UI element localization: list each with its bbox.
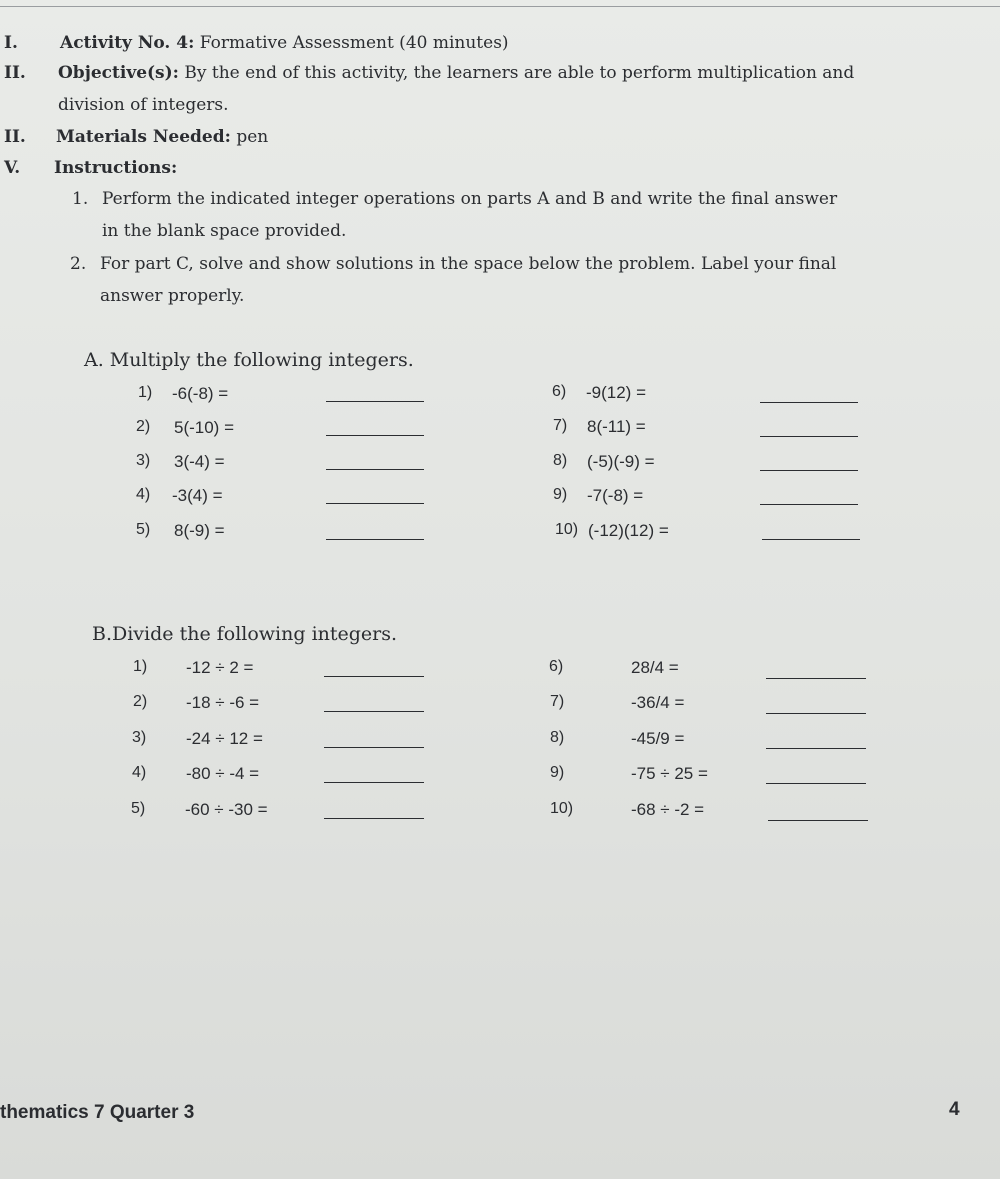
problem-expression: -7(-8) =: [587, 486, 644, 505]
answer-blank[interactable]: [766, 748, 866, 749]
section-numeral: V.: [4, 158, 21, 178]
instructions-heading: [54, 158, 177, 178]
answer-blank[interactable]: [324, 782, 424, 783]
answer-blank[interactable]: [326, 435, 424, 436]
instruction-text: answer properly.: [100, 286, 245, 306]
problem-number: 2): [136, 418, 151, 435]
part-b-title: B.Divide the following integers.: [92, 623, 398, 645]
activity-label: Activity No. 4:: [60, 33, 195, 53]
instruction-number: 1.: [72, 189, 89, 209]
problem-expression: 5(-10) =: [174, 418, 234, 437]
materials-label: Materials Needed:: [56, 127, 231, 147]
problem-expression: -24 ÷ 12 =: [186, 729, 263, 748]
footer-title: thematics 7 Quarter 3: [0, 1102, 195, 1123]
answer-blank[interactable]: [768, 820, 868, 821]
objective-text-line2: division of integers.: [58, 95, 229, 115]
problem-number: 1): [138, 384, 153, 401]
problem-number: 10): [555, 521, 579, 538]
activity-heading: [60, 33, 509, 53]
problem-expression: 8(-11) =: [587, 417, 646, 436]
answer-blank[interactable]: [326, 401, 424, 402]
objective-heading: [58, 63, 854, 83]
answer-blank[interactable]: [762, 539, 860, 540]
problem-expression: -9(12) =: [586, 383, 646, 402]
problem-number: 9): [553, 486, 568, 503]
problem-number: 2): [133, 693, 148, 710]
problem-expression: -6(-8) =: [172, 384, 229, 403]
problem-expression: 8(-9) =: [174, 521, 225, 540]
problem-number: 7): [553, 417, 568, 434]
answer-blank[interactable]: [766, 678, 866, 679]
problem-number: 8): [553, 452, 568, 469]
problem-expression: (-5)(-9) =: [587, 452, 655, 471]
answer-blank[interactable]: [324, 676, 424, 677]
problem-number: 9): [550, 764, 565, 781]
problem-number: 5): [136, 521, 151, 538]
answer-blank[interactable]: [326, 539, 424, 540]
instruction-number: 2.: [70, 254, 87, 274]
activity-text: Formative Assessment (40 minutes): [199, 33, 509, 53]
materials-text: pen: [236, 127, 269, 147]
problem-expression: -18 ÷ -6 =: [186, 693, 260, 712]
instruction-text: in the blank space provided.: [102, 221, 347, 241]
problem-expression: -75 ÷ 25 =: [631, 764, 708, 783]
problem-expression: -3(4) =: [172, 486, 223, 505]
answer-blank[interactable]: [324, 711, 424, 712]
problem-expression: (-12)(12) =: [588, 521, 669, 540]
objective-label: Objective(s):: [58, 63, 179, 83]
problem-number: 8): [550, 729, 565, 746]
page-top-rule: [0, 6, 1000, 7]
section-numeral: I.: [4, 33, 18, 53]
instruction-text: For part C, solve and show solutions in the space below the problem. Label your final: [100, 254, 837, 274]
problem-number: 6): [549, 658, 564, 675]
answer-blank[interactable]: [766, 783, 866, 784]
problem-number: 4): [136, 486, 151, 503]
answer-blank[interactable]: [326, 503, 424, 504]
part-a-title: A. Multiply the following integers.: [84, 349, 414, 371]
problem-expression: -12 ÷ 2 =: [186, 658, 254, 677]
answer-blank[interactable]: [766, 713, 866, 714]
problem-number: 1): [133, 658, 148, 675]
problem-expression: 3(-4) =: [174, 452, 225, 471]
problem-expression: 28/4 =: [631, 658, 679, 677]
section-numeral: II.: [4, 63, 26, 83]
answer-blank[interactable]: [324, 747, 424, 748]
problem-number: 6): [552, 383, 567, 400]
problem-number: 4): [132, 764, 147, 781]
problem-expression: -36/4 =: [631, 693, 685, 712]
objective-text: By the end of this activity, the learners are able to perform multiplication and: [184, 63, 855, 83]
answer-blank[interactable]: [324, 818, 424, 819]
section-numeral: II.: [4, 127, 26, 147]
problem-number: 3): [132, 729, 147, 746]
answer-blank[interactable]: [760, 402, 858, 403]
problem-number: 3): [136, 452, 151, 469]
answer-blank[interactable]: [760, 470, 858, 471]
problem-expression: -60 ÷ -30 =: [185, 800, 268, 819]
problem-expression: -68 ÷ -2 =: [631, 800, 705, 819]
problem-expression: -45/9 =: [631, 729, 685, 748]
problem-number: 7): [550, 693, 565, 710]
answer-blank[interactable]: [326, 469, 424, 470]
materials-heading: [56, 127, 268, 147]
problem-number: 10): [550, 800, 574, 817]
answer-blank[interactable]: [760, 436, 858, 437]
problem-number: 5): [131, 800, 146, 817]
answer-blank[interactable]: [760, 504, 858, 505]
problem-expression: -80 ÷ -4 =: [186, 764, 260, 783]
page-number: 4: [949, 1099, 960, 1120]
instruction-text: Perform the indicated integer operations on parts A and B and write the final answer: [102, 189, 838, 209]
instructions-label: Instructions:: [54, 158, 178, 178]
